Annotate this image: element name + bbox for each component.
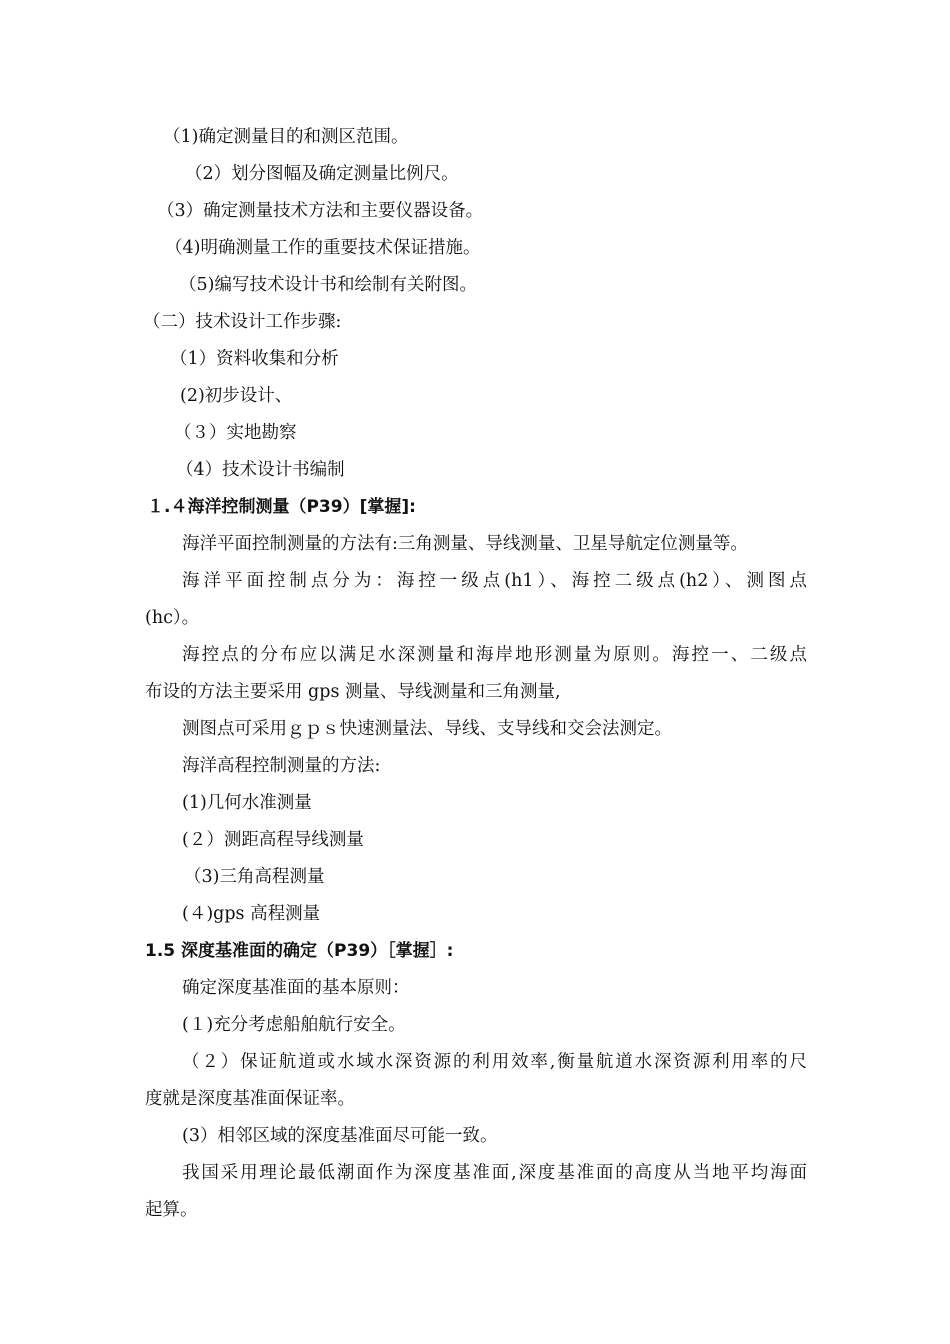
purpose-item-1: （1)确定测量目的和测区范围。 xyxy=(163,127,409,147)
paragraph-control-points-line-2: (hc）。 xyxy=(145,608,200,628)
purpose-item-3: （3）确定测量技术方法和主要仪器设备。 xyxy=(157,201,484,221)
paragraph-survey-points: 测图点可采用ｇｐｓ快速测量法、导线、支导线和交会法测定。 xyxy=(182,719,672,739)
step-item-4: （4）技术设计书编制 xyxy=(176,460,345,480)
paragraph-control-points-line-1: 海洋平面控制点分为：海控一级点(h1）、海控二级点(h2）、测图点 xyxy=(182,571,807,591)
principle-item-2-line-2: 度就是深度基准面保证率。 xyxy=(145,1089,355,1109)
height-method-3: （3)三角高程测量 xyxy=(184,867,325,887)
paragraph-datum-line-2: 起算。 xyxy=(145,1200,198,1220)
purpose-item-2: （2）划分图幅及确定测量比例尺。 xyxy=(185,164,459,184)
paragraph-principles: 确定深度基准面的基本原则： xyxy=(182,978,410,998)
step-item-1: （1）资料收集和分析 xyxy=(170,349,339,369)
principle-item-2-line-1: （２）保证航道或水域水深资源的利用效率,衡量航道水深资源利用率的尺 xyxy=(182,1052,807,1072)
section-heading-1-4: １.４海洋控制测量（P39）[掌握]: xyxy=(147,497,416,517)
paragraph-height-methods: 海洋高程控制测量的方法: xyxy=(182,756,381,776)
height-method-2: (２）测距高程导线测量 xyxy=(182,830,364,850)
section-heading-1-5: 1.5 深度基准面的确定（P39）［掌握］: xyxy=(145,941,454,961)
purpose-item-4: （4)明确测量工作的重要技术保证措施。 xyxy=(165,238,481,258)
step-item-3: （３）实地勘察 xyxy=(174,423,297,443)
principle-item-3: (3）相邻区域的深度基准面尽可能一致。 xyxy=(182,1126,498,1146)
subsection-heading-steps: （二）技术设计工作步骤: xyxy=(143,312,342,332)
step-item-2: (2)初步设计、 xyxy=(180,386,293,406)
paragraph-distribution-line-1: 海控点的分布应以满足水深测量和海岸地形测量为原则。海控一、二级点 xyxy=(182,645,807,665)
paragraph-plane-methods: 海洋平面控制测量的方法有:三角测量、导线测量、卫星导航定位测量等。 xyxy=(182,534,748,554)
height-method-1: (1)几何水准测量 xyxy=(182,793,312,813)
principle-item-1: (１)充分考虑船舶航行安全。 xyxy=(182,1015,406,1035)
paragraph-distribution-line-2: 布设的方法主要采用 gps 测量、导线测量和三角测量, xyxy=(145,682,561,702)
purpose-item-5: （5)编写技术设计书和绘制有关附图。 xyxy=(179,275,477,295)
paragraph-datum-line-1: 我国采用理论最低潮面作为深度基准面,深度基准面的高度从当地平均海面 xyxy=(182,1163,807,1183)
height-method-4: (４)gps 高程测量 xyxy=(182,904,321,924)
